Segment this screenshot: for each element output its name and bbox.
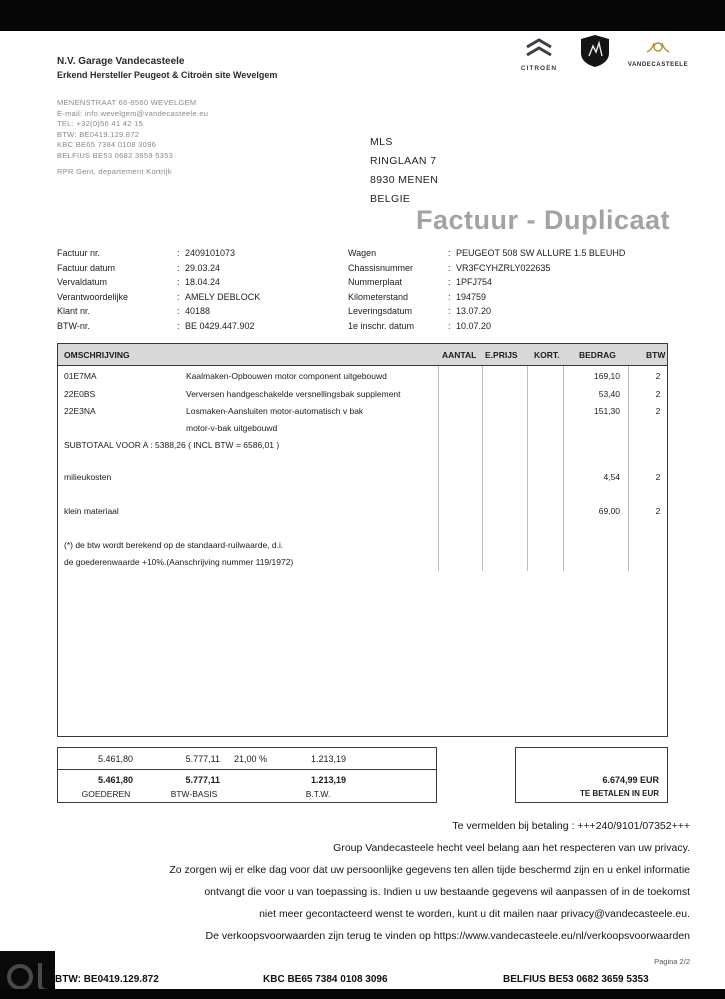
note-row xyxy=(58,557,667,569)
privacy-line: Group Vandecasteele hecht veel belang aan het respecteren van uw privacy. xyxy=(333,842,690,854)
detail-value: 10.07.20 xyxy=(456,320,492,331)
total-due-amount: 6.674,99 EUR xyxy=(602,775,659,785)
detail-value: 1PFJ754 xyxy=(456,277,493,288)
payment-reference: Te vermelden bij betaling : +++240/9101/07352+++ xyxy=(452,820,690,832)
customer-country: BELGIE xyxy=(370,193,411,205)
colon-separator xyxy=(448,246,456,261)
detail-value: AMELY DEBLOCK xyxy=(185,291,261,302)
detail-value: 194759 xyxy=(456,291,487,302)
detail-label: Verantwoordelijke xyxy=(57,291,129,302)
colon-separator xyxy=(177,304,185,319)
table-row xyxy=(58,371,667,383)
totals-box-right xyxy=(515,747,668,803)
colon-separator xyxy=(177,261,185,276)
item-description: klein materiaal xyxy=(64,506,119,516)
customer-street: RINGLAAN 7 xyxy=(370,155,437,167)
detail-label: Nummerplaat xyxy=(348,277,403,288)
item-vat-code: 2 xyxy=(655,472,661,482)
item-vat-code: 2 xyxy=(655,406,661,416)
totals-box-left xyxy=(57,747,437,803)
note-row xyxy=(58,540,667,552)
table-row-continuation xyxy=(58,423,667,435)
item-amount: 69,00 xyxy=(598,506,620,516)
privacy-line: ontvangt die voor u van toepassing is. Indien u uw bestaande gegevens wil aanpassen of in de toekomst xyxy=(204,886,690,898)
item-description: Verversen handgeschakelde versnellingsbak supplement xyxy=(186,389,401,399)
item-amount: 4,54 xyxy=(603,472,620,482)
colon-separator xyxy=(448,319,456,334)
detail-value: BE 0429.447.902 xyxy=(185,320,255,331)
column-header: AANTAL xyxy=(442,350,477,360)
detail-row xyxy=(57,246,260,261)
company-name: N.V. Garage Vandecasteele xyxy=(57,56,185,67)
laurel-emblem-icon xyxy=(646,41,670,58)
table-row xyxy=(58,406,667,418)
address-line: BELFIUS BE53 0682 3659 5353 xyxy=(57,150,174,160)
detail-label: Chassisnummer xyxy=(348,262,414,273)
kbc-account-footer: KBC BE65 7384 0108 3096 xyxy=(263,974,388,985)
detail-row xyxy=(57,275,260,290)
vandecasteele-wordmark: VANDECASTEELE xyxy=(627,62,689,68)
invoice-line-table xyxy=(57,343,668,737)
detail-value: PEUGEOT 508 SW ALLURE 1.5 BLEUHD xyxy=(456,248,626,258)
detail-value: 29.03.24 xyxy=(185,262,221,273)
total-due-label: TE BETALEN IN EUR xyxy=(580,789,659,798)
table-row xyxy=(58,472,667,484)
customer-city: 8930 MENEN xyxy=(370,174,439,186)
colon-separator xyxy=(177,275,185,290)
vat-label: B.T.W. xyxy=(305,789,331,799)
item-vat-code: 2 xyxy=(655,389,661,399)
colon-separator xyxy=(448,275,456,290)
bottom-black-bar xyxy=(0,989,725,999)
column-header: OMSCHRIJVING xyxy=(64,350,130,360)
detail-label: 1e inschr. datum xyxy=(348,320,415,331)
page-number: Pagina 2/2 xyxy=(654,957,690,966)
address-line: TEL: +32(0)56 41 42 15 xyxy=(57,119,144,128)
colon-separator xyxy=(177,246,185,261)
item-description: motor-v-bak uitgebouwd xyxy=(186,423,278,433)
detail-row xyxy=(348,304,625,319)
detail-value: VR3FCYHZRLY022635 xyxy=(456,262,551,273)
colon-separator xyxy=(448,290,456,305)
detail-row xyxy=(348,246,625,261)
belfius-account-footer: BELFIUS BE53 0682 3659 5353 xyxy=(503,974,649,985)
privacy-line: Zo zorgen wij er elke dag voor dat uw persoonlijke gegevens ten allen tijde beschermd zijn en u enkel informatie xyxy=(169,864,690,876)
vat-base-label: BTW-BASIS xyxy=(170,789,218,799)
vandecasteele-logo xyxy=(620,40,696,68)
citroen-logo xyxy=(510,38,568,72)
item-description: Kaalmaken-Opbouwen motor component uitgebouwd xyxy=(186,371,387,381)
detail-row xyxy=(348,319,625,334)
item-code: 22E3NA xyxy=(64,406,96,416)
detail-label: BTW-nr. xyxy=(57,320,90,331)
goods-total: 5.461,80 xyxy=(97,775,133,785)
table-row xyxy=(58,389,667,401)
vehicle-details-right xyxy=(348,246,625,334)
address-line: BTW: BE0419.129.872 xyxy=(57,129,140,139)
vat-amount: 1.213,19 xyxy=(310,754,346,764)
privacy-line: De verkoopsvoorwaarden zijn terug te vinden op https://www.vandecasteele.eu/nl/verkoopsvoorwaarden xyxy=(205,930,690,942)
company-subtitle: Erkend Hersteller Peugeot & Citroën site Wevelgem xyxy=(57,70,278,80)
column-header: E.PRIJS xyxy=(485,350,518,360)
goods-amount: 5.461,80 xyxy=(97,754,133,764)
detail-label: Factuur nr. xyxy=(57,248,101,258)
detail-row xyxy=(57,319,260,334)
colon-separator xyxy=(177,290,185,305)
detail-label: Factuur datum xyxy=(57,262,116,273)
vat-rate: 21,00 % xyxy=(233,754,267,764)
column-header: BTW xyxy=(646,350,666,360)
detail-row xyxy=(348,261,625,276)
peugeot-logo xyxy=(578,34,612,73)
goods-label: GOEDEREN xyxy=(81,789,131,799)
item-code: 01E7MA xyxy=(64,371,97,381)
customer-address-block xyxy=(370,133,438,209)
detail-label: Klant nr. xyxy=(57,306,91,317)
top-black-bar xyxy=(0,0,725,31)
detail-row xyxy=(57,304,260,319)
colon-separator xyxy=(448,304,456,319)
detail-label: Vervaldatum xyxy=(57,277,108,288)
detail-value: 40188 xyxy=(185,306,211,317)
privacy-line: niet meer gecontacteerd wenst te worden, kunt u dit mailen naar privacy@vandecasteele.eu. xyxy=(259,908,690,920)
detail-value: 2409101073 xyxy=(185,248,236,258)
table-row xyxy=(58,506,667,518)
detail-row xyxy=(348,275,625,290)
vat-number-footer: BTW: BE0419.129.872 xyxy=(55,974,159,985)
item-amount: 53,40 xyxy=(598,389,620,399)
company-rpr-line: RPR Gent, departement Kortrijk xyxy=(57,167,172,176)
item-code: 22E0BS xyxy=(64,389,96,399)
note-text: (*) de btw wordt berekend op de standaard-ruilwaarde, d.i. xyxy=(64,540,284,550)
detail-label: Leveringsdatum xyxy=(348,306,413,317)
address-line: E-mail: info.wevelgem@vandecasteele.eu xyxy=(57,108,209,118)
detail-label: Wagen xyxy=(348,248,377,258)
table-header-row xyxy=(58,344,667,366)
address-line: MENENSTRAAT 66-8560 WEVELGEM xyxy=(57,98,197,107)
vat-total: 1.213,19 xyxy=(310,775,346,785)
item-vat-code: 2 xyxy=(655,506,661,516)
document-title: Factuur - Duplicaat xyxy=(415,205,670,235)
detail-value: 18.04.24 xyxy=(185,277,221,288)
detail-label: Kilometerstand xyxy=(348,291,409,302)
detail-row xyxy=(348,290,625,305)
invoice-details-left xyxy=(57,246,260,334)
subtotal-text: SUBTOTAAL VOOR A : 5388,26 ( INCL BTW = 6586,01 ) xyxy=(64,440,280,450)
item-description: milieukosten xyxy=(64,472,112,482)
column-header: KORT. xyxy=(534,350,560,360)
column-header: BEDRAG xyxy=(579,350,616,360)
citroen-chevrons-icon xyxy=(524,45,554,62)
item-vat-code: 2 xyxy=(655,371,661,381)
vat-base-total: 5.777,11 xyxy=(185,775,220,785)
peugeot-shield-icon xyxy=(580,55,610,72)
item-amount: 151,30 xyxy=(594,406,620,416)
colon-separator xyxy=(448,261,456,276)
customer-name: MLS xyxy=(370,136,393,148)
company-address-block xyxy=(57,98,208,161)
citroen-wordmark: CITROËN xyxy=(520,65,558,72)
colon-separator xyxy=(177,319,185,334)
vat-base-amount: 5.777,11 xyxy=(185,754,220,764)
detail-row xyxy=(57,290,260,305)
address-line: KBC BE65 7384 0108 3096 xyxy=(57,140,157,149)
note-text: de goederenwaarde +10%.(Aanschrijving nummer 119/1972) xyxy=(64,557,294,567)
item-amount: 169,10 xyxy=(594,371,620,381)
detail-value: 13.07.20 xyxy=(456,306,492,317)
item-description: Losmaken-Aansluiten motor-automatisch v bak xyxy=(186,406,364,416)
footer-text-block xyxy=(35,820,690,952)
detail-row xyxy=(57,261,260,276)
totals-divider xyxy=(58,769,436,770)
subtotal-row xyxy=(58,440,667,452)
